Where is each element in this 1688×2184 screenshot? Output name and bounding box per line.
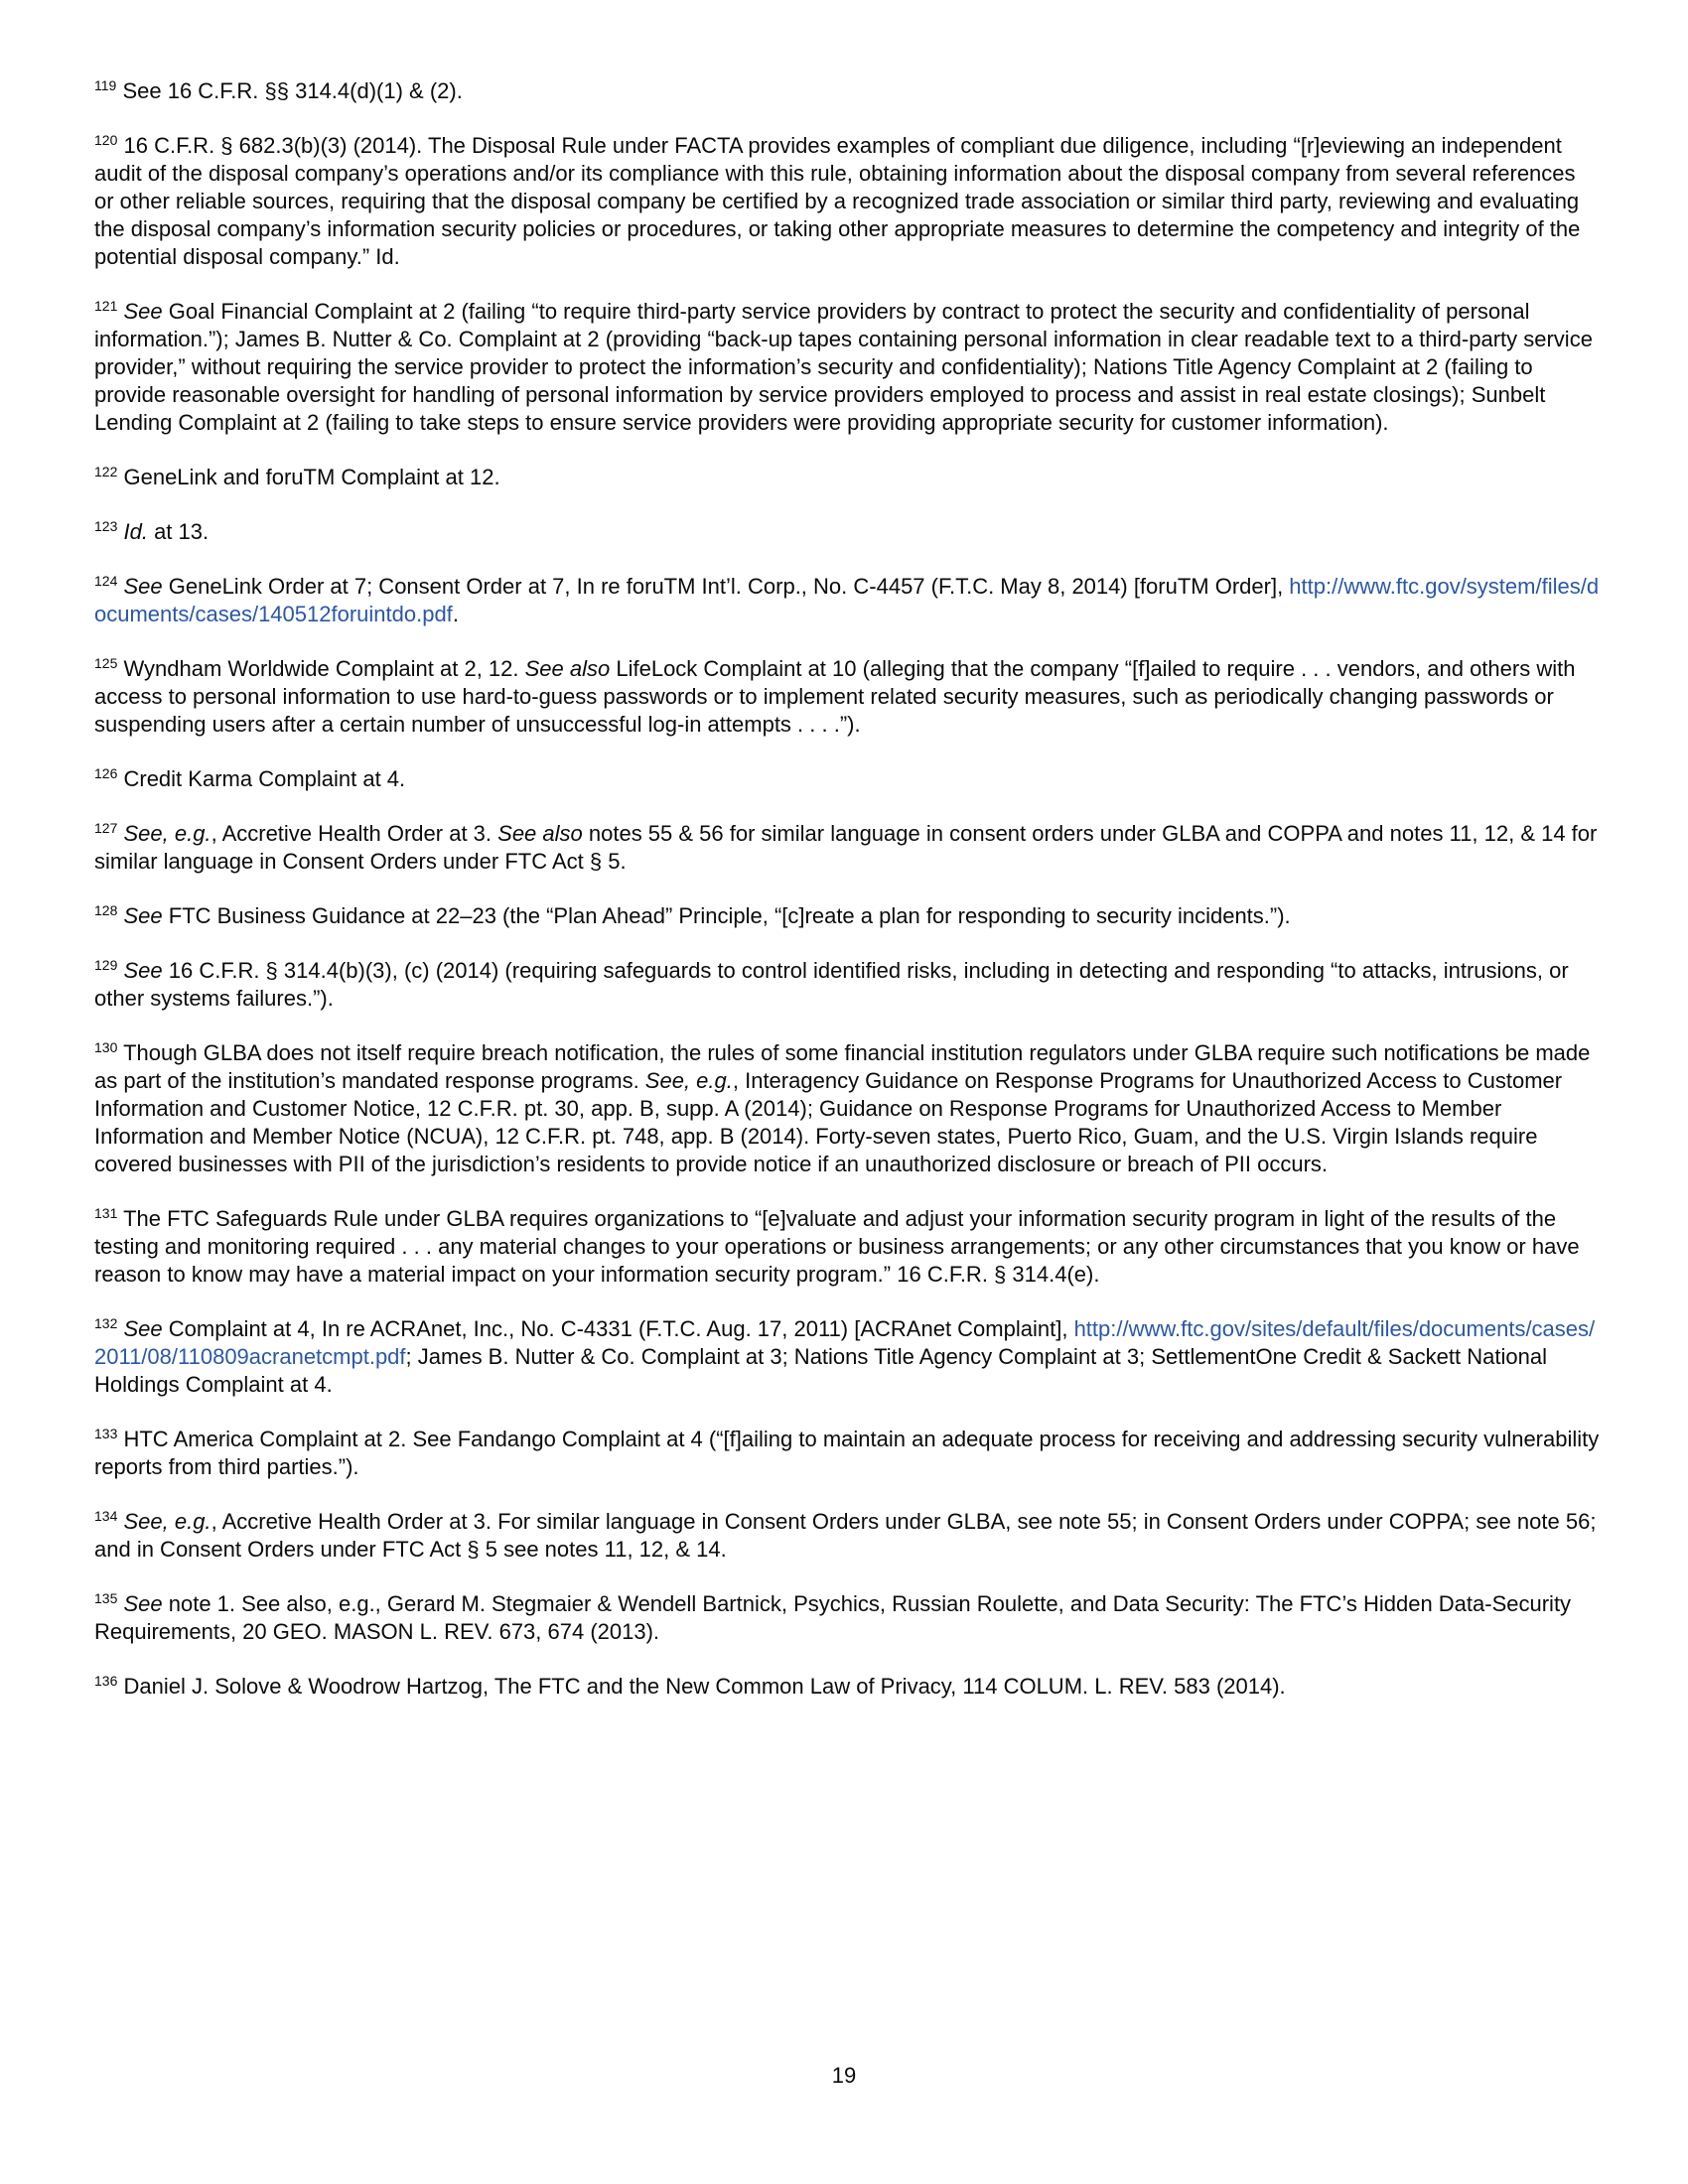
footnote-text: notes 55 & 56 for similar language in consent orders under GLBA and COPPA and notes 11, 12, & 14 for similar language in Consent Orders under FTC Act § 5. <box>94 821 1598 874</box>
footnote <box>94 1590 1600 1646</box>
footnote-number: 133 <box>94 1426 118 1441</box>
footnote <box>94 1426 1600 1481</box>
footnote-text: at 13. <box>147 519 210 544</box>
footnotes <box>94 77 1600 1727</box>
footnote-text: See <box>123 1591 163 1616</box>
footnote-text: ; James B. Nutter & Co. Complaint at 3; Nations Title Agency Complaint at 3; SettlementOne Credit & Sackett National Holdings Complaint at 4. <box>94 1344 1547 1397</box>
footnote <box>94 1673 1600 1701</box>
footnote-text: See, e.g. <box>123 1509 211 1534</box>
footnote <box>94 1205 1600 1289</box>
footnote-text: Credit Karma Complaint at 4. <box>123 766 406 791</box>
footnote-text: Id. <box>123 519 148 544</box>
footnote-number: 127 <box>94 820 118 836</box>
footnote <box>94 132 1600 271</box>
footnote-text: 16 C.F.R. § 314.4(b)(3), (c) (2014) (requiring safeguards to control identified risks, including in detecting and responding “to attacks, intrusions, or other systems failures.”). <box>94 958 1569 1011</box>
footnote-text: LifeLock Complaint at 10 (alleging that the company “[f]ailed to require . . . vendors, and others with access to personal information to use hard-to-guess passwords or to implement related security measures, such as periodically changing passwords or suspending users after a certain number of unsuccessful log-in attempts . . . .”). <box>94 656 1576 737</box>
footnote-number: 131 <box>94 1205 118 1221</box>
footnote-text: . <box>452 602 459 626</box>
footnote <box>94 820 1600 876</box>
footnote-text: GeneLink and foruTM Complaint at 12. <box>123 465 500 489</box>
footnote-text: Goal Financial Complaint at 2 (failing “to require third-party service providers by contract to protect the security and confidentiality of personal information.”); James B. Nutter & Co. Complaint at 2 (providing “back-up tapes containing personal information in clear readable text to a third-party service provider,” without requiring the service provider to protect the information’s security and confidentiality); Nations Title Agency Complaint at 2 (failing to provide reasonable oversight for handling of personal information by service providers employed to process and assist in real estate closings); Sunbelt Lending Complaint at 2 (failing to take steps to ensure service providers were providing appropriate security for customer information). <box>94 299 1593 435</box>
footnote <box>94 1508 1600 1564</box>
footnote-text: Though GLBA does not itself require breach notification, the rules of some financial institution regulators under GLBA require such notifications be made as part of the institution’s mandated response programs. <box>94 1040 1591 1093</box>
footnote-text: See <box>123 1316 163 1341</box>
footnote-number: 126 <box>94 765 118 781</box>
footnote-text: See <box>123 299 163 324</box>
page-number: 19 <box>831 2063 857 2088</box>
footnote-text: Wyndham Worldwide Complaint at 2, 12. <box>123 656 525 681</box>
footnote-number: 132 <box>94 1315 118 1331</box>
footnote-text: , Interagency Guidance on Response Programs for Unauthorized Access to Customer Information and Customer Notice, 12 C.F.R. pt. 30, app. B, supp. A (2014); Guidance on Response Programs for Unauthorized Access to Member Information and Member Notice (NCUA), 12 C.F.R. pt. 748, app. B (2014). Forty-seven states, Puerto Rico, Guam, and the U.S. Virgin Islands require covered businesses with PII of the jurisdiction’s residents to provide notice if an unauthorized disclosure or breach of PII occurs. <box>94 1068 1563 1176</box>
footnote-number: 135 <box>94 1590 118 1606</box>
footnote-text: See, e.g. <box>644 1068 733 1093</box>
footnote-text: See also <box>497 821 583 846</box>
footnote <box>94 902 1600 930</box>
footnote-text: See, e.g. <box>123 821 211 846</box>
footnote-text: , Accretive Health Order at 3. For similar language in Consent Orders under GLBA, see note 55; in Consent Orders under COPPA; see note 56; and in Consent Orders under FTC Act § 5 see notes 11, 12, & 14. <box>94 1509 1597 1562</box>
footnote-text: , Accretive Health Order at 3. <box>211 821 498 846</box>
footnote-text: See <box>123 903 163 928</box>
footnote-text: HTC America Complaint at 2. See Fandango Complaint at 4 (“[f]ailing to maintain an adequate process for receiving and addressing security vulnerability reports from third parties.”). <box>94 1427 1600 1479</box>
footnote-number: 121 <box>94 298 118 314</box>
footnote-number: 134 <box>94 1508 118 1524</box>
footnote-text: See <box>123 958 163 983</box>
footnote <box>94 77 1600 105</box>
footnote-number: 125 <box>94 655 118 671</box>
footnote-number: 129 <box>94 957 118 973</box>
footnote-number: 130 <box>94 1039 118 1055</box>
footnote-text: Complaint at 4, In re ACRAnet, Inc., No. C-4331 (F.T.C. Aug. 17, 2011) [ACRAnet Complaint], <box>162 1316 1074 1341</box>
footnote <box>94 464 1600 491</box>
footnote <box>94 518 1600 546</box>
footnote-text: 16 C.F.R. § 682.3(b)(3) (2014). The Disposal Rule under FACTA provides examples of compliant due diligence, including “[r]eviewing an independent audit of the disposal company’s operations and/or its compliance with this rule, obtaining information about the disposal company from several references or other reliable sources, requiring that the disposal company be certified by a recognized trade association or similar third party, reviewing and evaluating the disposal company’s information security policies or procedures, or taking other appropriate measures to determine the competency and integrity of the potential disposal company.” Id. <box>94 133 1581 269</box>
footnote-number: 123 <box>94 518 118 534</box>
footnote-text: The FTC Safeguards Rule under GLBA requires organizations to “[e]valuate and adjust your information security program in light of the results of the testing and monitoring required . . . any material changes to your operations or business arrangements; or any other circumstances that you know or have reason to know may have a material impact on your information security program.” 16 C.F.R. § 314.4(e). <box>94 1206 1580 1287</box>
footnote <box>94 765 1600 793</box>
footnote-text: See also <box>524 656 611 681</box>
footnote <box>94 1039 1600 1178</box>
footnote-number: 120 <box>94 132 118 148</box>
footnote-text: See <box>123 574 163 599</box>
footnote <box>94 298 1600 437</box>
footnote-text: note 1. See also, e.g., Gerard M. Stegmaier & Wendell Bartnick, Psychics, Russian Roulette, and Data Security: The FTC’s Hidden Data-Security Requirements, 20 GEO. MASON L. REV. 673, 674 (2013). <box>94 1591 1572 1644</box>
footnote-link[interactable]: http://www.ftc.gov/system/files/documents/cases/140512foruintdo.pdf <box>94 574 1600 626</box>
footnote-number: 124 <box>94 573 118 589</box>
footnote-text: GeneLink Order at 7; Consent Order at 7, In re foruTM Int’l. Corp., No. C-4457 (F.T.C. May 8, 2014) [foruTM Order], <box>162 574 1290 599</box>
footnote-number: 119 <box>94 77 117 93</box>
footnote <box>94 655 1600 739</box>
footnote-link[interactable]: http://www.ftc.gov/sites/default/files/documents/cases/2011/08/110809acranetcmpt.pdf <box>94 1316 1596 1369</box>
footnote-number: 136 <box>94 1673 118 1689</box>
footnote-text: Daniel J. Solove & Woodrow Hartzog, The FTC and the New Common Law of Privacy, 114 COLUM. L. REV. 583 (2014). <box>123 1674 1286 1699</box>
footnote-number: 128 <box>94 902 118 918</box>
footnote <box>94 573 1600 628</box>
footnote-text: FTC Business Guidance at 22–23 (the “Plan Ahead” Principle, “[c]reate a plan for responding to security incidents.”). <box>162 903 1291 928</box>
footnote-number: 122 <box>94 464 118 479</box>
footnote <box>94 1315 1600 1399</box>
footnote <box>94 957 1600 1013</box>
footnote-text: See 16 C.F.R. §§ 314.4(d)(1) & (2). <box>122 78 463 103</box>
